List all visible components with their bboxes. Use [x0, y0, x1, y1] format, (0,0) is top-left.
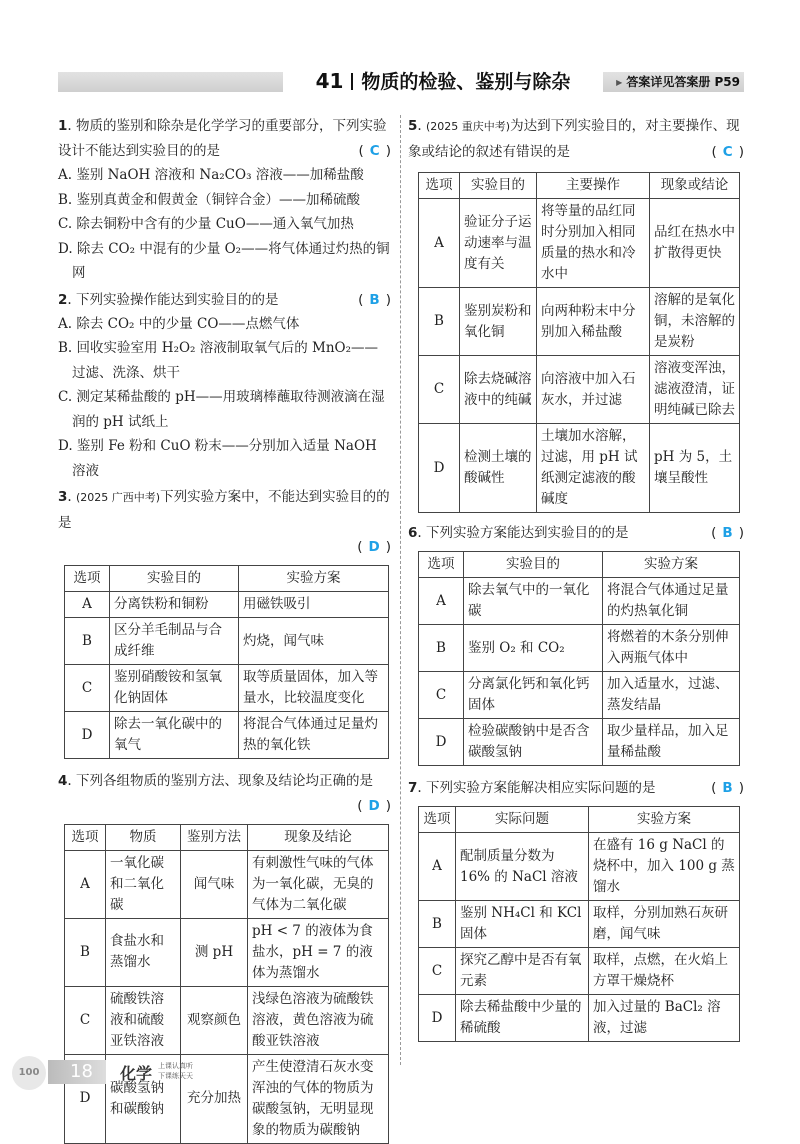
- page-number: 18: [48, 1060, 106, 1084]
- table-row: [419, 288, 740, 356]
- table-header: 实验目的: [460, 173, 537, 199]
- table-cell: 向溶液中加入石灰水，并过滤: [537, 356, 650, 424]
- question-3: 3. (2025 广西中考)下列实验方案中，不能达到实验目的的是 ( D ) 选项 实验目的 实验方案 A 分离铁粉和铜粉 用磁铁吸引 B 区分羊毛制品与合成纤维 灼烧，闻气味 C 鉴别硝酸铵和氢氧化钠固体 取等质量固体，加入等量水，比较温度变化 D 除去一氧化碳中的氧气 将混合气体通过足量灼热的氧化铁: [58, 485, 391, 759]
- table-header-row: [419, 807, 740, 833]
- table-cell: 灼烧，闻气味: [239, 618, 389, 665]
- question-number: 7: [408, 780, 418, 796]
- answer-bracket: ( B ): [711, 525, 744, 541]
- left-column: [58, 114, 391, 1144]
- table-cell: 溶液变浑浊，滤液澄清，证明纯碱已除去: [650, 356, 740, 424]
- table-header: 实验方案: [603, 552, 740, 578]
- table-row: [419, 719, 740, 766]
- table-cell: 浅绿色溶液为硫酸铁溶液，黄色溶液为硫酸亚铁溶液: [248, 986, 389, 1054]
- table-cell: 取样，分别加熟石灰研磨，闻气味: [589, 901, 740, 948]
- option-b: B. 回收实验室用 H₂O₂ 溶液制取氧气后的 MnO₂——过滤、洗涤、烘干: [58, 340, 379, 381]
- table-cell: 鉴别 O₂ 和 CO₂: [464, 625, 603, 672]
- table-cell: B: [65, 918, 106, 986]
- question-source: (2025 重庆中考): [426, 120, 511, 133]
- question-stem: . 下列实验方案能达到实验目的的是: [417, 525, 629, 541]
- chapter-title-text: 物质的检验、鉴别与除杂: [361, 71, 571, 93]
- table-cell: 加入适量水，过滤、蒸发结晶: [603, 672, 740, 719]
- question-number: 1: [58, 118, 68, 134]
- table-cell: 溶解的是氧化铜，未溶解的是炭粉: [650, 288, 740, 356]
- table-header: 现象或结论: [650, 173, 740, 199]
- q7-table: [418, 806, 740, 1042]
- table-cell: 验证分子运动速率与温度有关: [460, 199, 537, 288]
- question-number: 3: [58, 489, 68, 505]
- question-number: 6: [408, 525, 418, 541]
- table-cell: B: [419, 625, 464, 672]
- table-cell: 碳酸氢钠和碳酸钠: [106, 1054, 181, 1143]
- table-cell: 分离铁粉和铜粉: [110, 592, 239, 618]
- table-cell: C: [419, 948, 456, 995]
- table-cell: 加入过量的 BaCl₂ 溶液，过滤: [589, 995, 740, 1042]
- table-cell: C: [65, 986, 106, 1054]
- table-cell: 将混合气体通过足量的灼热氧化铜: [603, 578, 740, 625]
- table-cell: C: [419, 356, 460, 424]
- question-source: (2025 广西中考): [76, 491, 161, 504]
- question-stem: . 下列实验操作能达到实验目的的是: [67, 291, 279, 308]
- question-stem: . 物质的鉴别和除杂是化学学习的重要部分，下列实验设计不能达到实验目的的是: [58, 118, 387, 159]
- table-cell: A: [65, 850, 106, 918]
- table-cell: 观察颜色: [181, 986, 248, 1054]
- motto-line: 上课认真听: [158, 1062, 193, 1070]
- question-1: [58, 114, 391, 286]
- right-column: [408, 114, 744, 1042]
- option-c: C. 除去铜粉中含有的少量 CuO——通入氧气加热: [58, 216, 354, 232]
- table-cell: 除去烧碱溶液中的纯碱: [460, 356, 537, 424]
- table-cell: 在盛有 16 g NaCl 的烧杯中，加入 100 g 蒸馏水: [589, 833, 740, 901]
- table-cell: 一氧化碳和二氧化碳: [106, 850, 181, 918]
- table-cell: 用磁铁吸引: [239, 592, 389, 618]
- column-divider: [400, 115, 401, 1065]
- question-number: 2: [58, 291, 68, 308]
- table-cell: B: [419, 288, 460, 356]
- answer-letter: C: [722, 144, 733, 160]
- table-header: 实验目的: [464, 552, 603, 578]
- answer-bracket: ( D ): [357, 539, 391, 555]
- table-cell: A: [419, 833, 456, 901]
- table-header: 鉴别方法: [181, 824, 248, 850]
- table-cell: pH < 7 的液体为食盐水，pH = 7 的液体为蒸馏水: [248, 918, 389, 986]
- question-stem: . 下列各组物质的鉴别方法、现象及结论均正确的是: [67, 773, 373, 789]
- option-d: D. 鉴别 Fe 粉和 CuO 粉末——分别加入适量 NaOH 溶液: [58, 438, 377, 479]
- option-b: B. 鉴别真黄金和假黄金（铜锌合金）——加稀硫酸: [58, 191, 361, 208]
- table-header: 实际问题: [456, 807, 589, 833]
- table-cell: C: [65, 665, 110, 712]
- table-cell: D: [419, 995, 456, 1042]
- table-cell: 鉴别 NH₄Cl 和 KCl 固体: [456, 901, 589, 948]
- table-header: 物质: [106, 824, 181, 850]
- table-row: [419, 356, 740, 424]
- table-row: [419, 625, 740, 672]
- table-header: 选项: [419, 807, 456, 833]
- q6-table: [418, 551, 740, 766]
- table-row: [419, 948, 740, 995]
- table-header-row: [65, 566, 389, 592]
- table-cell: 产生使澄清石灰水变浑浊的气体的物质为碳酸氢钠，无明显现象的物质为碳酸钠: [248, 1054, 389, 1143]
- table-cell: 区分羊毛制品与合成纤维: [110, 618, 239, 665]
- triangle-icon: ▶: [616, 78, 623, 87]
- table-cell: 除去氧气中的一氧化碳: [464, 578, 603, 625]
- table-cell: 将混合气体通过足量灼热的氧化铁: [239, 712, 389, 759]
- answer-letter: C: [369, 143, 380, 159]
- answer-bracket: ( B ): [711, 780, 744, 796]
- table-row: [419, 901, 740, 948]
- table-row: [65, 850, 389, 918]
- table-row: [65, 618, 389, 665]
- table-cell: 探究乙醇中是否有氧元素: [456, 948, 589, 995]
- table-cell: 向两种粉末中分别加入稀盐酸: [537, 288, 650, 356]
- table-cell: 将燃着的木条分别伸入两瓶气体中: [603, 625, 740, 672]
- question-5: 5. (2025 重庆中考)为达到下列实验目的，对主要操作、现象或结论的叙述有错误的是 ( C ) 选项 实验目的 主要操作 现象或结论 A 验证分子运动速率与温度有关 将等量的品红同时分别加入相同质量的热水和冷水中 品红在热水中扩散得更快 B 鉴别炭粉和氧化铜 向两种粉末中分别加入稀盐酸 溶解的是氧化铜，未溶解的是炭粉 C 除去烧碱溶液中的纯碱 向溶液中加入石灰水，并过滤 溶液变浑浊，滤液澄清，证明纯碱已除去 D 检测土壤的酸碱性 土壤加水溶解，过滤，用 pH 试纸测定滤液的酸碱度 pH 为 5，土壤呈酸性: [408, 114, 744, 513]
- table-header: 主要操作: [537, 173, 650, 199]
- question-stem: . 下列实验方案能解决相应实际问题的是: [417, 780, 656, 796]
- table-cell: 鉴别硝酸铵和氢氧化钠固体: [110, 665, 239, 712]
- table-row: [65, 918, 389, 986]
- option-d: D. 除去 CO₂ 中混有的少量 O₂——将气体通过灼热的铜网: [58, 240, 390, 281]
- table-row: [419, 833, 740, 901]
- q3-table: [64, 565, 389, 759]
- table-cell: B: [419, 901, 456, 948]
- subject-label: 化学: [120, 1064, 153, 1083]
- logo-badge: 100: [12, 1056, 46, 1090]
- table-cell: 品红在热水中扩散得更快: [650, 199, 740, 288]
- table-row: [419, 424, 740, 513]
- q5-table: [418, 172, 740, 513]
- chapter-title: [283, 66, 603, 96]
- table-row: [419, 672, 740, 719]
- table-header: 选项: [65, 566, 110, 592]
- table-cell: 取等质量固体，加入等量水，比较温度变化: [239, 665, 389, 712]
- table-cell: 闻气味: [181, 850, 248, 918]
- table-cell: 除去稀盐酸中少量的稀硫酸: [456, 995, 589, 1042]
- question-7: [408, 776, 744, 1042]
- table-cell: A: [419, 199, 460, 288]
- table-cell: 取少量样品，加入足量稀盐酸: [603, 719, 740, 766]
- title-separator: [351, 73, 353, 90]
- table-cell: 配制质量分数为 16% 的 NaCl 溶液: [456, 833, 589, 901]
- answer-bracket: ( C ): [358, 143, 391, 159]
- page-footer: [12, 1048, 212, 1098]
- table-cell: pH 为 5，土壤呈酸性: [650, 424, 740, 513]
- table-header: 实验方案: [239, 566, 389, 592]
- table-header-row: [419, 552, 740, 578]
- question-number: 5: [408, 118, 418, 134]
- question-stem: 下列实验方案中，不能达到实验目的的是: [58, 489, 390, 531]
- table-header: 选项: [419, 173, 460, 199]
- option-a: A. 鉴别 NaOH 溶液和 Na₂CO₃ 溶液——加稀盐酸: [58, 167, 364, 183]
- table-cell: 测 pH: [181, 918, 248, 986]
- table-cell: 取样，点燃，在火焰上方罩干燥烧杯: [589, 948, 740, 995]
- table-header: 现象及结论: [248, 824, 389, 850]
- answer-letter: D: [368, 539, 380, 555]
- table-cell: 硫酸铁溶液和硫酸亚铁溶液: [106, 986, 181, 1054]
- table-row: [65, 712, 389, 759]
- table-cell: A: [65, 592, 110, 618]
- table-cell: 分离氯化钙和氧化钙固体: [464, 672, 603, 719]
- motto-line: 下课练天天: [158, 1072, 193, 1080]
- table-header: 选项: [65, 824, 106, 850]
- chapter-number: 41: [315, 69, 344, 93]
- table-cell: D: [419, 719, 464, 766]
- table-cell: 鉴别炭粉和氧化铜: [460, 288, 537, 356]
- question-number: 4: [58, 773, 68, 789]
- table-cell: 检验碳酸钠中是否含碳酸氢钠: [464, 719, 603, 766]
- table-cell: A: [419, 578, 464, 625]
- table-header: 实验目的: [110, 566, 239, 592]
- answer-bracket: ( D ): [357, 797, 391, 814]
- table-row: [65, 592, 389, 618]
- answer-reference-text: 答案详见答案册 P59: [626, 75, 740, 89]
- table-row: [419, 578, 740, 625]
- table-row: [419, 199, 740, 288]
- option-a: A. 除去 CO₂ 中的少量 CO——点燃气体: [58, 315, 300, 332]
- table-header: 选项: [419, 552, 464, 578]
- answer-letter: B: [722, 525, 733, 541]
- answer-reference: [616, 72, 740, 92]
- table-row: [419, 995, 740, 1042]
- table-cell: D: [65, 1054, 106, 1143]
- table-cell: C: [419, 672, 464, 719]
- table-header-row: [419, 173, 740, 199]
- answer-letter: B: [722, 780, 733, 796]
- answer-bracket: ( B ): [358, 291, 391, 308]
- table-cell: 有刺激性气味的气体为一氧化碳，无臭的气体为二氧化碳: [248, 850, 389, 918]
- table-cell: 将等量的品红同时分别加入相同质量的热水和冷水中: [537, 199, 650, 288]
- table-cell: 充分加热: [181, 1054, 248, 1143]
- answer-letter: D: [368, 797, 380, 814]
- table-row: [65, 665, 389, 712]
- table-cell: D: [65, 712, 110, 759]
- table-cell: D: [419, 424, 460, 513]
- answer-bracket: ( C ): [711, 144, 744, 160]
- table-cell: B: [65, 618, 110, 665]
- table-cell: 除去一氧化碳中的氧气: [110, 712, 239, 759]
- table-header: 实验方案: [589, 807, 740, 833]
- question-stem: 为达到下列实验目的，对主要操作、现象或结论的叙述有错误的是: [408, 118, 740, 160]
- motto: [158, 1061, 193, 1081]
- question-2: [58, 288, 391, 484]
- table-cell: 食盐水和蒸馏水: [106, 918, 181, 986]
- table-header-row: [65, 824, 389, 850]
- chapter-header: [58, 66, 744, 96]
- table-row: [65, 986, 389, 1054]
- option-c: C. 测定某稀盐酸的 pH——用玻璃棒蘸取待测液滴在湿润的 pH 试纸上: [58, 389, 385, 430]
- table-cell: 土壤加水溶解，过滤，用 pH 试纸测定滤液的酸碱度: [537, 424, 650, 513]
- answer-letter: B: [369, 291, 380, 308]
- table-cell: 检测土壤的酸碱性: [460, 424, 537, 513]
- question-6: [408, 521, 744, 766]
